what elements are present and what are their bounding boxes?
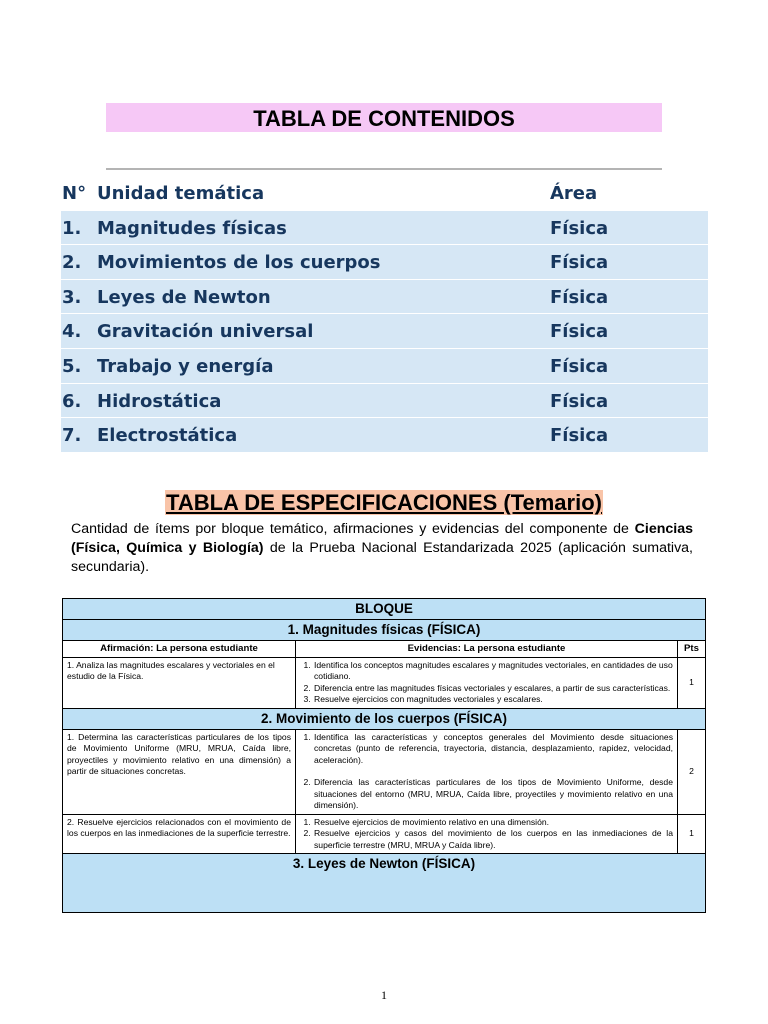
evidencia-item: 2. Diferencia las características particulares de los tipos de Movimiento Uniforme, desde situaciones del entorno (MRU, MRUA, Caída libre, proyectiles y movimiento relativo en una dimensión). (313, 777, 673, 812)
evidencias-cell (296, 657, 678, 708)
toc-row-unit: Electrostática (97, 425, 238, 447)
afirmacion-cell: 1. Analiza las magnitudes escalares y vectoriales en el estudio de la Física. (63, 657, 296, 708)
spec-intro (71, 520, 693, 577)
toc-row-num: 3. (62, 286, 82, 308)
toc-title: TABLA DE CONTENIDOS (106, 103, 662, 132)
pts-cell: 1 (678, 657, 706, 708)
toc-row (61, 384, 708, 419)
bloque-header: BLOQUE (63, 599, 706, 620)
table-row (63, 729, 706, 814)
toc-row (61, 314, 708, 349)
spec-title-wrap (0, 489, 768, 516)
block-title: 3. Leyes de Newton (FÍSICA) (63, 854, 706, 913)
toc-row-unit: Movimientos de los cuerpos (97, 252, 381, 274)
evidencia-item: 2. Diferencia entre las magnitudes físicas vectoriales y escalares, a partir de sus características. (313, 683, 673, 695)
evidencias-cell (296, 814, 678, 854)
evidencia-item: 1. Resuelve ejercicios de movimiento relativo en una dimensión. (313, 817, 673, 829)
toc-row-area: Física (550, 286, 609, 308)
evidencia-item: 3. Resuelve ejercicios con magnitudes vectoriales y escalares. (313, 694, 673, 706)
spec-title: TABLA DE ESPECIFICACIONES (Temario) (166, 490, 602, 515)
toc-row-num: 5. (62, 355, 82, 377)
toc-header-num: N° (62, 183, 87, 204)
toc-row-unit: Hidrostática (97, 390, 222, 412)
pts-cell: 1 (678, 814, 706, 854)
spec-table (62, 598, 706, 913)
toc-row-num: 6. (62, 390, 82, 412)
toc-row-unit: Leyes de Newton (97, 286, 271, 308)
spec-intro-text: Cantidad de ítems por bloque temático, afirmaciones y evidencias del componente de (71, 521, 635, 537)
toc-row-num: 4. (62, 321, 82, 343)
toc-row (61, 280, 708, 315)
toc-row-num: 7. (62, 425, 82, 447)
toc-header-row (61, 176, 708, 211)
block-title: 2. Movimiento de los cuerpos (FÍSICA) (63, 708, 706, 729)
toc-row-unit: Trabajo y energía (97, 355, 274, 377)
spec-intro-text-end: de la Prueba Nacional Estandarizada 2025 (aplicación sumativa, secundaria). (71, 540, 693, 575)
toc-row-area: Física (550, 390, 609, 412)
toc-header-area: Área (550, 183, 598, 204)
page-number: 1 (381, 988, 387, 1002)
toc-row-unit: Gravitación universal (97, 321, 314, 343)
table-row (63, 657, 706, 708)
toc-row (61, 245, 708, 280)
col-header-evidencias: Evidencias: La persona estudiante (296, 641, 678, 658)
toc-row (61, 349, 708, 384)
toc-row-unit: Magnitudes físicas (97, 217, 287, 239)
evidencia-item: 2. Resuelve ejercicios y casos del movimiento de los cuerpos en las inmediaciones de la superficie terrestre (MRU, MRUA y Caída libre). (313, 828, 673, 851)
spec-intro-bold: Ciencias (Física, Química y Biología) (71, 521, 693, 556)
toc-row-area: Física (550, 252, 609, 274)
toc-row-area: Física (550, 425, 609, 447)
toc-row-area: Física (550, 321, 609, 343)
toc-header-unit: Unidad temática (97, 183, 265, 204)
toc-row-num: 1. (62, 217, 82, 239)
toc-row-area: Física (550, 217, 609, 239)
block-title: 1. Magnitudes físicas (FÍSICA) (63, 620, 706, 641)
toc-divider (106, 168, 662, 170)
pts-cell: 2 (678, 729, 706, 814)
toc-table (61, 176, 708, 453)
evidencia-item: 1. Identifica las características y conceptos generales del Movimiento desde situaciones concretas (punto de referencia, trayectoria, distancia, desplazamiento, rapidez, velocidad, aceleración). (313, 732, 673, 767)
table-row (63, 814, 706, 854)
evidencias-cell (296, 729, 678, 814)
toc-row (61, 211, 708, 246)
toc-row-area: Física (550, 355, 609, 377)
col-header-afirmacion: Afirmación: La persona estudiante (63, 641, 296, 658)
afirmacion-cell: 2. Resuelve ejercicios relacionados con el movimiento de los cuerpos en las inmediaciones de la superficie terrestre. (63, 814, 296, 854)
toc-row-num: 2. (62, 252, 82, 274)
evidencia-item: 1. Identifica los conceptos magnitudes escalares y magnitudes vectoriales, en cantidades de uso cotidiano. (313, 660, 673, 683)
afirmacion-cell: 1. Determina las características particulares de los tipos de Movimiento Uniforme (MRU, MRUA, Caída libre, proyectiles y movimiento relativo en una dimensión) a partir de situaciones concretas. (63, 729, 296, 814)
col-header-pts: Pts (678, 641, 706, 658)
toc-row (61, 418, 708, 453)
